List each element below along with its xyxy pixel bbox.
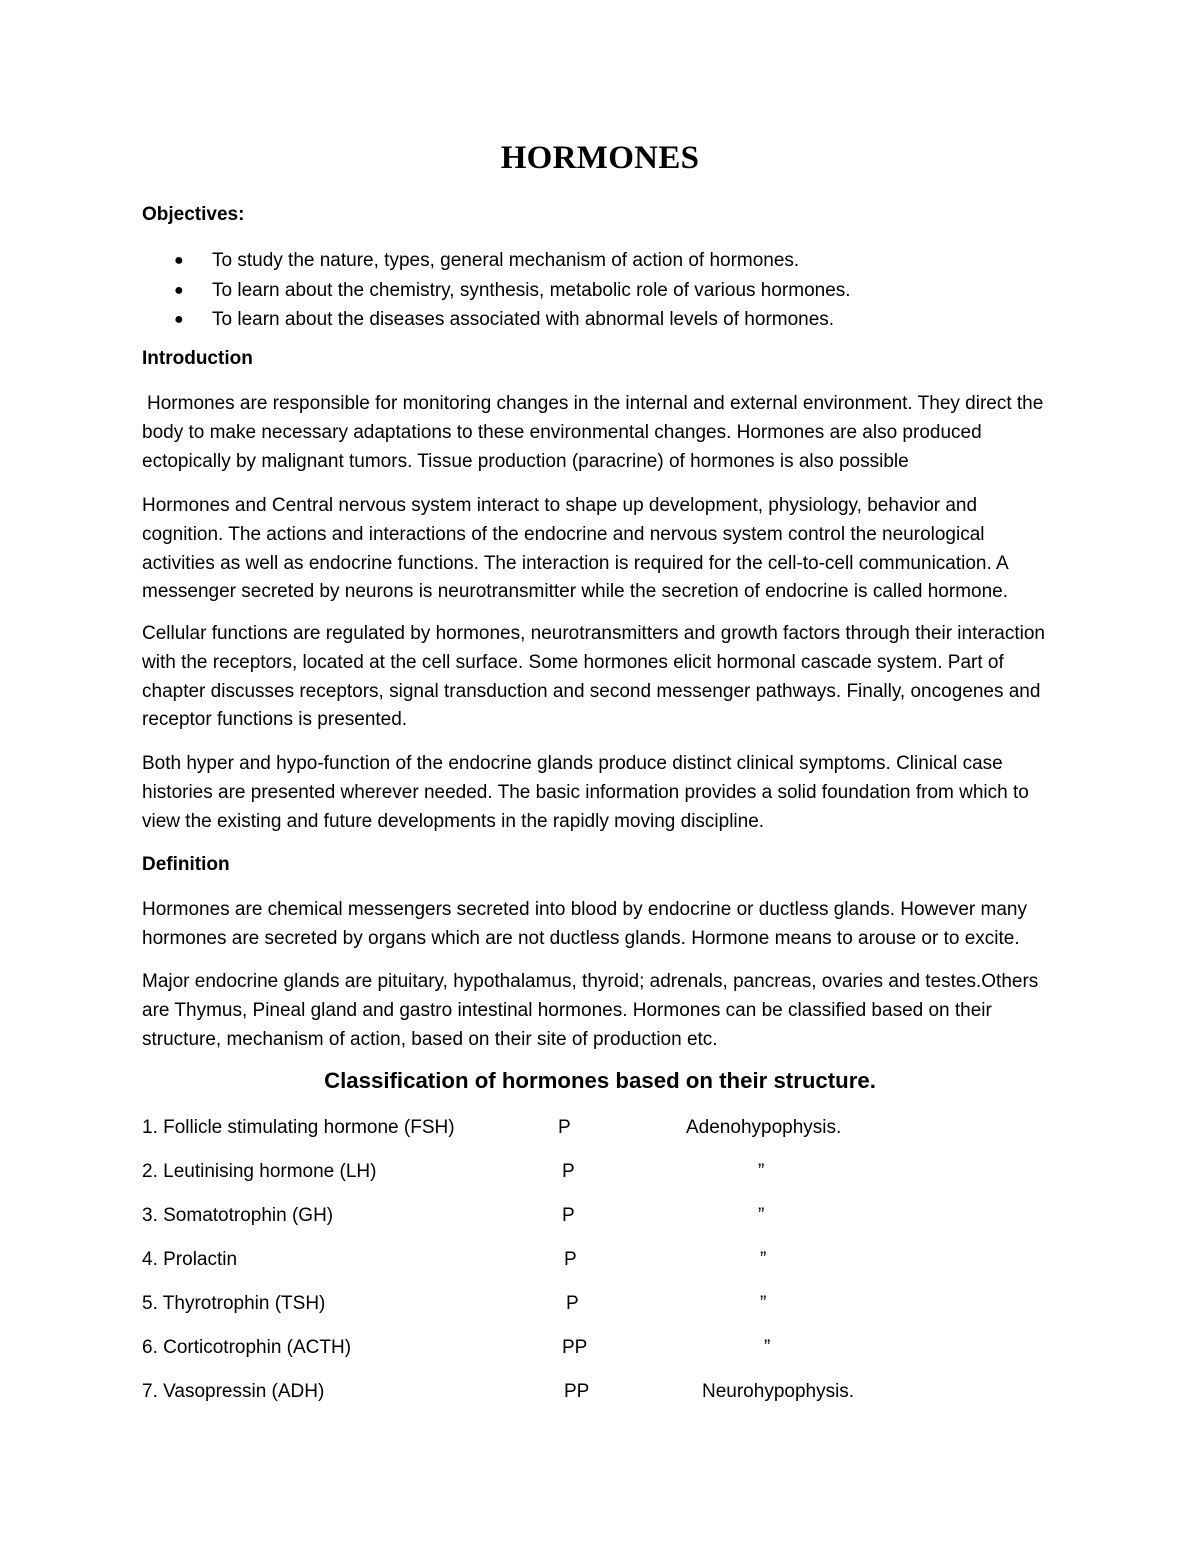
definition-paragraph: Hormones are chemical messengers secreted into blood by endocrine or ductless glands. However many hormones are secreted by organs which are not ductless glands. Hormone means to arouse or to excite. bbox=[142, 899, 1027, 949]
objectives-list bbox=[142, 246, 1042, 335]
classification-title: Classification of hormones based on their structure. bbox=[324, 1068, 876, 1093]
hormone-name: 7. Vasopressin (ADH) bbox=[142, 1381, 325, 1402]
list-item bbox=[142, 305, 1042, 335]
hormone-name: 2. Leutinising hormone (LH) bbox=[142, 1161, 377, 1182]
table-row bbox=[142, 1334, 1062, 1362]
hormone-source: Adenohypophysis. bbox=[686, 1117, 842, 1138]
bullet-icon: ● bbox=[174, 281, 184, 299]
objective-text: To learn about the chemistry, synthesis, metabolic role of various hormones. bbox=[212, 279, 851, 301]
hormone-name: 1. Follicle stimulating hormone (FSH) bbox=[142, 1117, 455, 1138]
objective-text: To learn about the diseases associated with abnormal levels of hormones. bbox=[212, 309, 835, 330]
introduction-paragraph: Both hyper and hypo-function of the endocrine glands produce distinct clinical symptoms. Clinical case histories are presented wherever needed. The basic information provides a solid foundation from which to view the existing and future developments in the rapidly moving discipline. bbox=[142, 753, 1029, 832]
table-row bbox=[142, 1114, 1062, 1142]
objective-text: To study the nature, types, general mechanism of action of hormones. bbox=[212, 250, 800, 271]
hormone-source: ” bbox=[758, 1161, 765, 1182]
definition-heading: Definition bbox=[142, 854, 230, 875]
hormone-source: ” bbox=[758, 1205, 765, 1226]
hormone-name: 6. Corticotrophin (ACTH) bbox=[142, 1337, 352, 1358]
introduction-heading: Introduction bbox=[142, 348, 253, 369]
hormone-type: P bbox=[566, 1293, 579, 1314]
hormone-type: P bbox=[564, 1249, 577, 1270]
hormone-source: ” bbox=[760, 1293, 767, 1314]
table-row bbox=[142, 1290, 1062, 1318]
table-row bbox=[142, 1158, 1062, 1186]
hormone-type: P bbox=[562, 1161, 575, 1182]
objectives-heading: Objectives: bbox=[142, 204, 245, 225]
list-item bbox=[142, 246, 1042, 276]
list-item bbox=[142, 276, 1042, 306]
hormone-type: PP bbox=[564, 1381, 590, 1402]
document-title: HORMONES bbox=[500, 140, 700, 176]
hormone-type: PP bbox=[562, 1337, 588, 1358]
introduction-paragraph: Hormones and Central nervous system interact to shape up development, physiology, behavior and cognition. The actions and interactions of the endocrine and nervous system control the neurological activities as well as endocrine functions. The interaction is required for the cell-to-cell communication. A messenger secreted by neurons is neurotransmitter while the secretion of endocrine is called hormone. bbox=[142, 495, 1009, 603]
hormone-source: Neurohypophysis. bbox=[702, 1381, 855, 1402]
hormone-type: P bbox=[558, 1117, 571, 1138]
bullet-icon: ● bbox=[174, 311, 184, 328]
introduction-paragraph: Cellular functions are regulated by hormones, neurotransmitters and growth factors through their interaction with the receptors, located at the cell surface. Some hormones elicit hormonal cascade system. Part of chapter discusses receptors, signal transduction and second messenger pathways. Finally, oncogenes and receptor functions is presented. bbox=[142, 623, 1045, 731]
table-row bbox=[142, 1202, 1062, 1230]
bullet-icon: ● bbox=[174, 252, 184, 269]
hormone-source: ” bbox=[764, 1337, 771, 1358]
hormone-name: 5. Thyrotrophin (TSH) bbox=[142, 1293, 326, 1314]
hormone-type: P bbox=[562, 1205, 575, 1226]
hormone-source: ” bbox=[760, 1249, 767, 1270]
definition-paragraph: Major endocrine glands are pituitary, hypothalamus, thyroid; adrenals, pancreas, ovaries and testes.Others are Thymus, Pineal gland and gastro intestinal hormones. Hormones can be classified based on their structure, mechanism of action, based on their site of production etc. bbox=[142, 971, 1039, 1050]
introduction-paragraph: Hormones are responsible for monitoring changes in the internal and external environment. They direct the body to make necessary adaptations to these environmental changes. Hormones are also produced ectopically by malignant tumors. Tissue production (paracrine) of hormones is also possible bbox=[142, 393, 1044, 472]
hormone-name: 3. Somatotrophin (GH) bbox=[142, 1205, 334, 1226]
table-row bbox=[142, 1378, 1062, 1406]
hormone-name: 4. Prolactin bbox=[142, 1249, 238, 1270]
table-row bbox=[142, 1246, 1062, 1274]
